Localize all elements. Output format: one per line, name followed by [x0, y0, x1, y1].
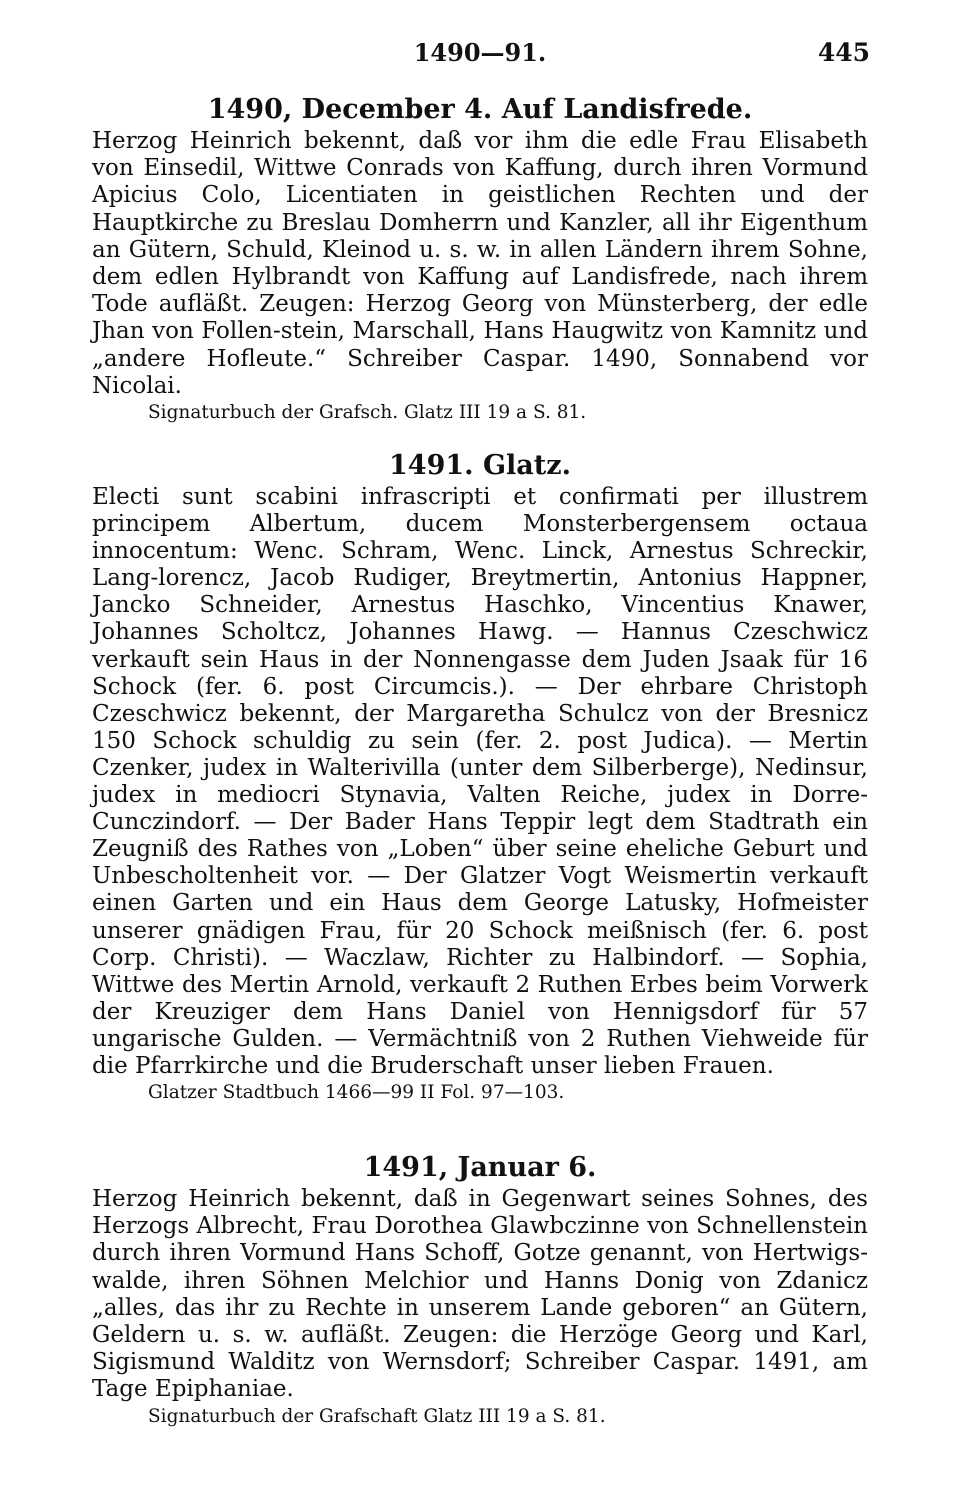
page-header	[90, 36, 870, 70]
entry-heading: 1491, Januar 6.	[363, 1152, 597, 1183]
entry-source: Signaturbuch der Grafschaft Glatz III 19 a S. 81.	[148, 1405, 606, 1427]
page-number: 445	[817, 38, 870, 67]
entry-1491-januar-6	[92, 1150, 868, 1430]
entry-source: Signaturbuch der Grafsch. Glatz III 19 a S. 81.	[148, 402, 587, 424]
entry-heading: 1491. Glatz.	[389, 450, 571, 481]
running-head: 1490—91.	[413, 38, 547, 67]
entry-text: Electi sunt scabini infrascripti et confirmati per illustrem principem Albertum, ducem Monsterbergensem octaua innocentum: Wenc. Schram, Wenc. Linck, Arnestus Schreckir, Lang-lorencz, Jacob Rudiger, Breytmertin, Antonius Happner, Jancko Schneider, Arnestus Haschko, Vincentius Knawer, Johannes Scholtcz, Johannes Hawg. — Hannus Czeschwicz verkauft sein Haus in der Nonnengasse dem Juden Jsaak für 16 Schock (fer. 6. post Circumcis.). — Der ehrbare Christoph Czeschwicz bekennt, der Margaretha Schulcz von der Bresnicz 150 Schock schuldig zu sein (fer. 2. post Judica). — Mertin Czenker, judex in Walterivilla (unter dem Silberberge), Nedinsur, judex in mediocri Stynavia, Valten Reiche, judex in Dorre-Cunczindorf. — Der Bader Hans Teppir legt dem Stadtrath ein Zeugniß des Rathes von „Loben“ über seine eheliche Geburt und Unbescholtenheit vor. — Der Glatzer Vogt Weismertin verkauft einen Garten und ein Haus dem George Latusky, Hofmeister unserer gnädigen Frau, für 20 Schock meißnisch (fer. 6. post Corp. Christi). — Waczlaw, Richter zu Halbindorf. — Sophia, Wittwe des Mertin Arnold, verkauft 2 Ruthen Erbes beim Vorwerk der Kreuziger dem Hans Daniel von Hennigsdorf für 57 ungarische Gulden. — Vermächtniß von 2 Ruthen Viehweide für die Pfarrkirche und die Bruderschaft unser lieben Frauen.	[92, 484, 868, 1079]
entry-1491-glatz	[92, 448, 868, 1106]
entry-text: Herzog Heinrich bekennt, daß vor ihm die edle Frau Elisabeth von Einsedil, Wittwe Conrads von Kaffung, durch ihren Vormund Apicius Colo, Licentiaten in geistlichen Rechten und der Hauptkirche zu Breslau Domherrn und Kanzler, all ihr Eigenthum an Gütern, Schuld, Kleinod u. s. w. in allen Ländern ihrem Sohne, dem edlen Hylbrandt von Kaffung auf Landisfrede, nach ihrem Tode aufläßt. Zeugen: Herzog Georg von Münsterberg, der edle Jhan von Follen-stein, Marschall, Hans Haugwitz von Kamnitz und „andere Hofleute.“ Schreiber Caspar. 1490, Sonnabend vor Nicolai.	[92, 128, 868, 399]
entry-1490-december-4	[92, 92, 868, 426]
entry-heading: 1490, December 4. Auf Landisfrede.	[207, 94, 753, 125]
entry-text: Herzog Heinrich bekennt, daß in Gegenwart seines Sohnes, des Herzogs Albrecht, Frau Dorothea Glawbczinne von Schnellenstein durch ihren Vormund Hans Schoff, Gotze genannt, von Hertwigs-walde, ihren Söhnen Melchior und Hanns Donig von Zdanicz „alles, das ihr zu Rechte in unserem Lande geboren“ an Gütern, Geldern u. s. w. aufläßt. Zeugen: die Herzöge Georg und Karl, Sigismund Walditz von Wernsdorf; Schreiber Caspar. 1491, am Tage Epiphaniae.	[92, 1186, 868, 1403]
entry-source: Glatzer Stadtbuch 1466—99 II Fol. 97—103.	[148, 1082, 565, 1104]
